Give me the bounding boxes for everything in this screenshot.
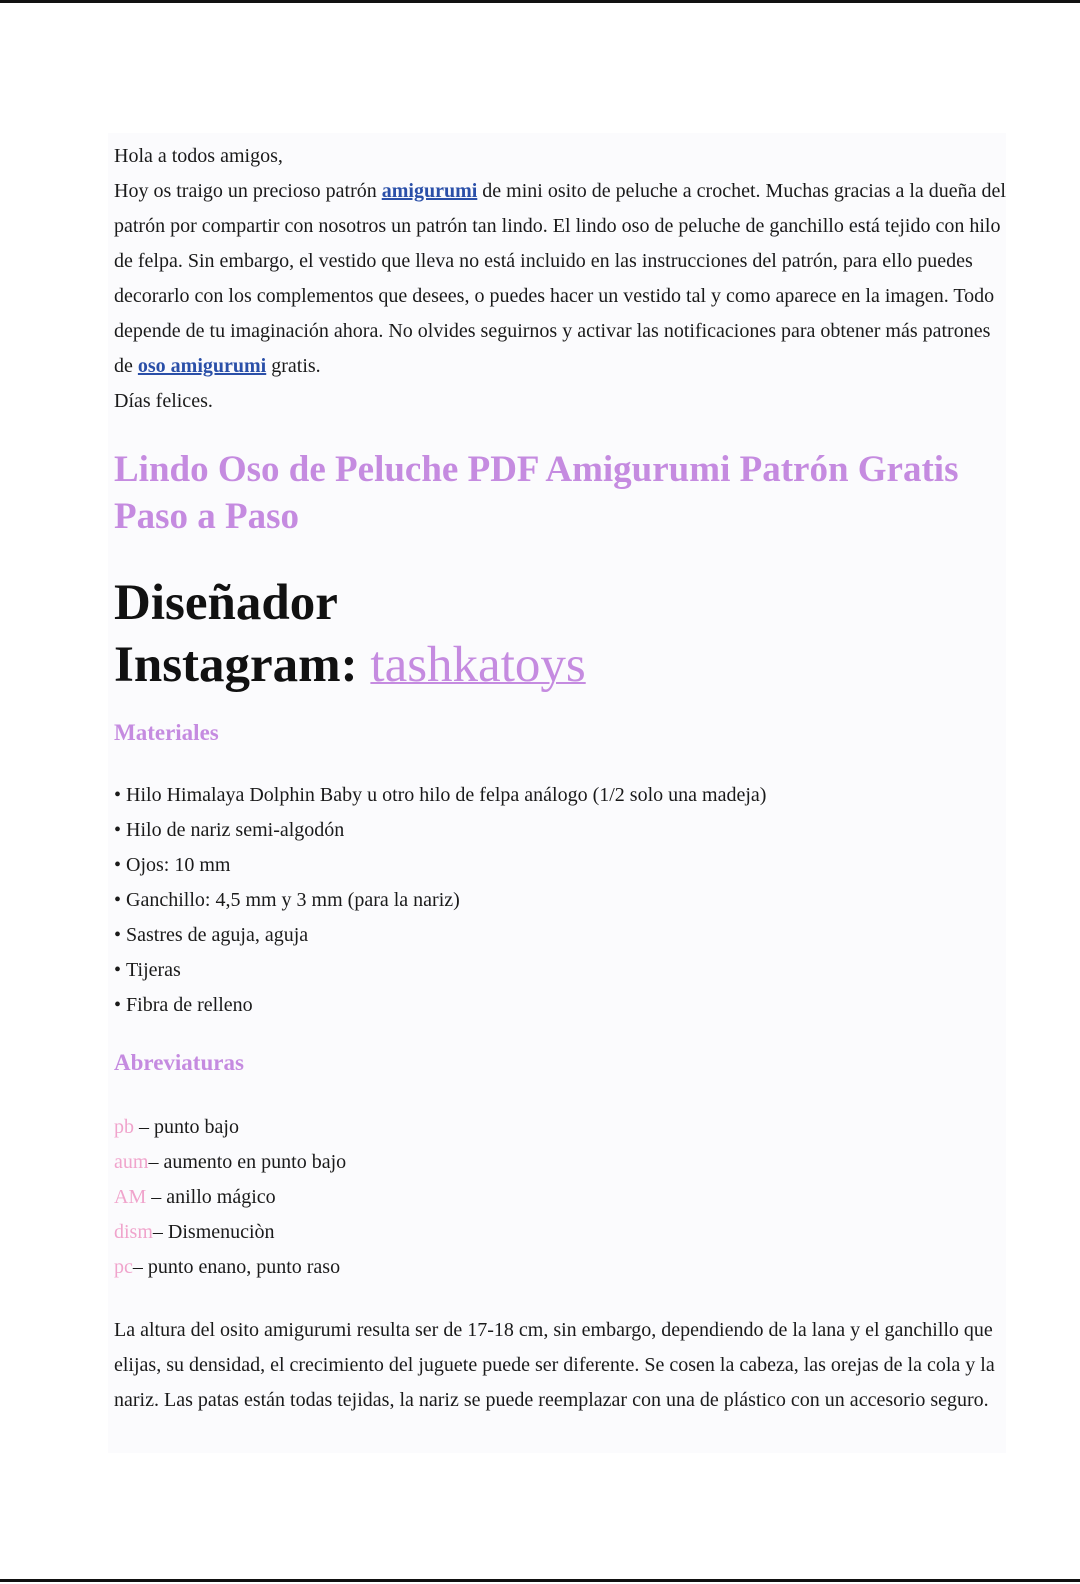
intro-text-c: gratis. (266, 355, 321, 377)
abbreviation-key: aum (114, 1151, 149, 1173)
list-item: • Hilo Himalaya Dolphin Baby u otro hilo de felpa análogo (1/2 solo una madeja) (114, 778, 1006, 813)
abbreviations-list (114, 1110, 1006, 1285)
materials-heading: Materiales (114, 720, 219, 745)
list-item: • Fibra de relleno (114, 988, 1006, 1023)
abbreviation-text: – Dismenuciòn (152, 1221, 275, 1243)
list-item: • Ojos: 10 mm (114, 848, 1006, 883)
materials-list (114, 778, 1006, 1023)
abbreviation-text: – anillo mágico (146, 1186, 276, 1208)
top-border (0, 0, 1080, 3)
instagram-link[interactable]: tashkatoys (370, 637, 586, 693)
designer-label: Diseñador (114, 575, 338, 631)
intro-text-b: de mini osito de peluche a crochet. Muchas gracias a la dueña del patrón por compartir con nosotros un patrón tan lindo. El lindo oso de peluche de ganchillo está tejido con hilo de felpa. Sin embargo, el vestido que lleva no está incluido en las instrucciones del patrón, para ello puedes decorarlo con los complementos que desees, o puedes hacer un vestido tal y como aparece en la imagen. Todo depende de tu imaginación ahora. No olvides seguirnos y activar las notificaciones para obtener más patrones de (114, 180, 1006, 377)
abbreviation-key: AM (114, 1186, 147, 1208)
greeting: Hola a todos amigos, (114, 145, 283, 167)
abbreviation-row (114, 1180, 1006, 1215)
oso-amigurumi-link[interactable]: oso amigurumi (137, 355, 267, 377)
list-item: • Hilo de nariz semi-algodón (114, 813, 1006, 848)
abbreviation-key: dism (114, 1221, 153, 1243)
page-title: Lindo Oso de Peluche PDF Amigurumi Patrón Gratis Paso a Paso (114, 449, 959, 537)
closing: Días felices. (114, 390, 213, 412)
abbreviation-row (114, 1215, 1006, 1250)
abbreviation-key: pc (114, 1256, 133, 1278)
outro-paragraph: La altura del osito amigurumi resulta ser de 17-18 cm, sin embargo, dependiendo de la lana y el ganchillo que elijas, su densidad, el crecimiento del juguete puede ser diferente. Se cosen la cabeza, las orejas de la cola y la nariz. Las patas están todas tejidas, la nariz se puede reemplazar con una de plástico con un accesorio seguro. (114, 1319, 995, 1411)
abbreviation-text: – punto enano, punto raso (132, 1256, 341, 1278)
bottom-border (0, 1579, 1080, 1582)
abbreviation-row (114, 1250, 1006, 1285)
intro-section (114, 139, 1006, 419)
list-item: • Tijeras (114, 953, 1006, 988)
abbreviations-heading: Abreviaturas (114, 1050, 244, 1075)
intro-text-a: Hoy os traigo un precioso patrón (114, 180, 382, 202)
list-item: • Sastres de aguja, aguja (114, 918, 1006, 953)
abbreviation-key: pb (114, 1116, 134, 1138)
instagram-label: Instagram: (114, 637, 371, 693)
list-item: • Ganchillo: 4,5 mm y 3 mm (para la nariz) (114, 883, 1006, 918)
abbreviation-text: – aumento en punto bajo (148, 1151, 347, 1173)
abbreviation-row (114, 1110, 1006, 1145)
intro-paragraph (114, 174, 1006, 384)
abbreviation-row (114, 1145, 1006, 1180)
abbreviation-text: – punto bajo (134, 1116, 239, 1138)
amigurumi-link[interactable]: amigurumi (381, 180, 478, 202)
designer-heading (114, 572, 1006, 696)
article-body (108, 133, 1006, 1453)
